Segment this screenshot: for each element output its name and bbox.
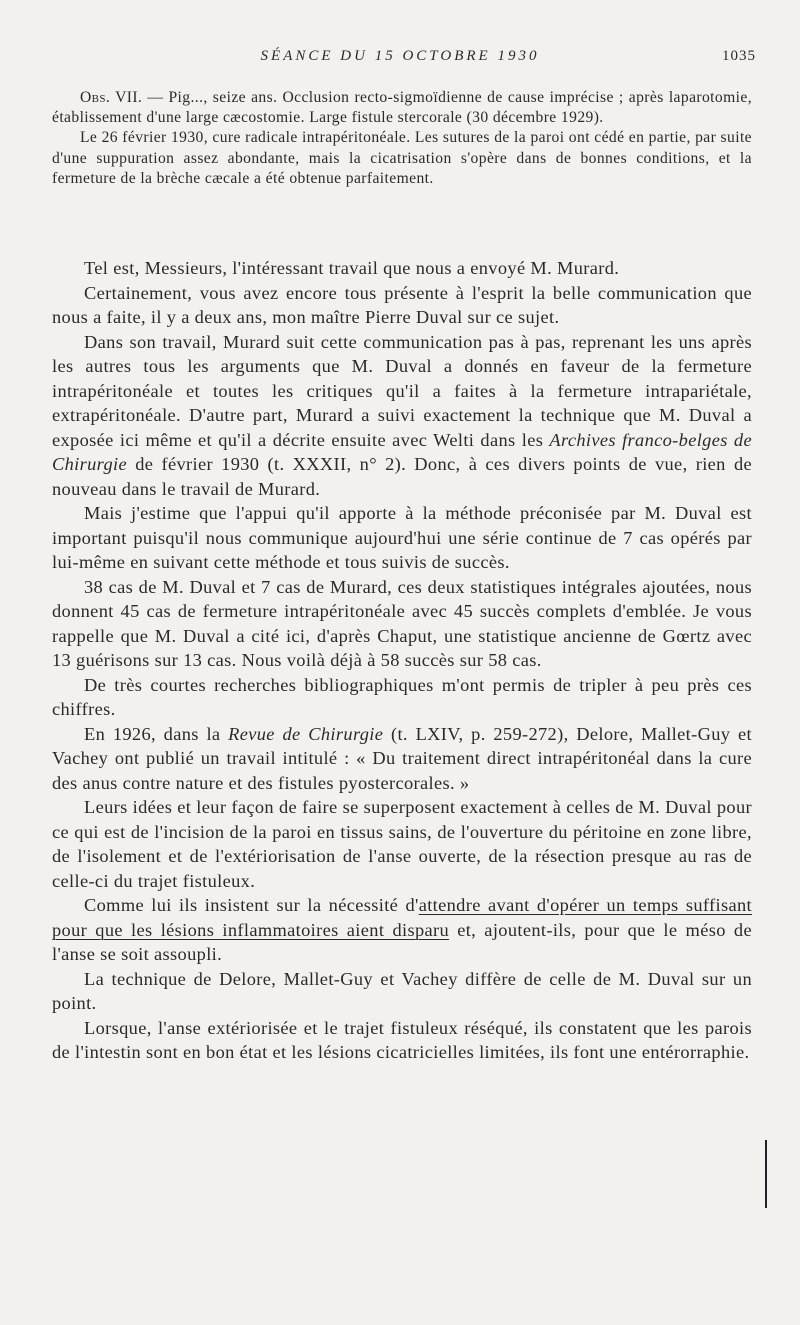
header-title: SÉANCE DU 15 OCTOBRE 1930 xyxy=(260,48,540,64)
paragraph-text: et, ajoutent-ils, pour que le méso de l'anse se soit assoupli. xyxy=(52,919,752,964)
paragraph: La technique de Delore, Mallet-Guy et Vachey diffère de celle de M. Duval sur un point. xyxy=(52,968,752,1013)
paragraph xyxy=(52,893,752,967)
margin-annotation-bracket xyxy=(759,1140,767,1208)
paragraph-text: Comme lui ils insistent sur la nécessité d' xyxy=(84,895,419,915)
paragraph: Certainement, vous avez encore tous présente à l'esprit la belle communication que nous a faite, il y a deux ans, mon maître Pierre Duval sur ce sujet. xyxy=(52,282,752,327)
underlined-passage: attendre avant d'opérer un temps suffisant pour que les lésions inflammatoires aient disparu xyxy=(52,895,752,940)
paragraph-text: En 1926, dans la xyxy=(84,723,229,744)
body-text xyxy=(52,256,752,1065)
paragraph: Tel est, Messieurs, l'intéressant travail que nous a envoyé M. Murard. xyxy=(84,258,620,278)
observation-label: Obs. VII. xyxy=(80,89,143,106)
paragraph: De très courtes recherches bibliographiques m'ont permis de tripler à peu près ces chiffres. xyxy=(52,674,752,719)
paragraph-text: (t. LXIV, p. 259-272), Delore, Mallet-Guy et Vachey ont publié un travail intitulé : « Du traitement direct intrapéritonéal dans la cure des anus contre nature et des fistules pyostercorales. » xyxy=(52,723,752,793)
observation-block xyxy=(52,88,752,189)
page-number: 1035 xyxy=(722,48,756,64)
paragraph-text: de février 1930 (t. XXXII, n° 2). Donc, à ces divers points de vue, rien de nouveau dans le travail de Murard. xyxy=(52,454,752,499)
running-header xyxy=(0,46,800,70)
paragraph: 38 cas de M. Duval et 7 cas de Murard, ces deux statistiques intégrales ajoutées, nous donnent 45 cas de fermeture intrapéritonéale avec 45 succès complets d'emblée. Je vous rappelle que M. Duval a cité ici, d'après Chaput, une statistique ancienne de Gœrtz avec 13 guérisons sur 13 cas. Nous voilà déjà à 58 succès sur 58 cas. xyxy=(52,576,752,670)
observation-text: — Pig..., seize ans. Occlusion recto-sigmoïdienne de cause imprécise ; après laparotomie, établissement d'une large cæcostomie. Large fistule stercorale (30 décembre 1929). xyxy=(52,89,752,127)
paragraph: Mais j'estime que l'appui qu'il apporte à la méthode préconisée par M. Duval est important puisqu'il nous communique aujourd'hui une série continue de 7 cas opérés par lui-même en suivant cette méthode et tous suivis de succès. xyxy=(52,503,752,572)
observation-paragraph xyxy=(52,88,752,128)
journal-title: Archives franco-belges de Chirurgie xyxy=(52,429,752,474)
paragraph xyxy=(52,722,752,796)
paragraph: Leurs idées et leur façon de faire se superposent exactement à celles de M. Duval pour ce qui est de l'incision de la paroi en tissus sains, de l'ouverture du péritoine en zone libre, de l'isolement et de l'extériorisation de l'anse ouverte, de la résection presque au ras de celle-ci du trajet fistuleux. xyxy=(52,797,752,891)
journal-title: Revue de Chirurgie xyxy=(228,723,384,744)
paragraph xyxy=(52,330,752,502)
paragraph-text: Dans son travail, Murard suit cette communication pas à pas, reprenant les uns après les autres tous les arguments que M. Duval a donnés en faveur de la fermeture intrapéritonéale et toutes les critiques qu'il a faites à la fermeture intrapariétale, extrapéritonéale. D'autre part, Murard a suivi exactement la technique que M. Duval a exposée ici même et qu'il a décrite ensuite avec Welti dans les xyxy=(52,331,752,450)
observation-paragraph: Le 26 février 1930, cure radicale intrapéritonéale. Les sutures de la paroi ont cédé en partie, par suite d'une suppuration assez abondante, mais la cicatrisation s'opère dans de bonnes conditions, et la fermeture de la brèche cæcale a été obtenue parfaitement. xyxy=(52,129,752,187)
paragraph: Lorsque, l'anse extériorisée et le trajet fistuleux réséqué, ils constatent que les parois de l'intestin sont en bon état et les lésions cicatricielles limitées, ils font une entérorraphie. xyxy=(52,1017,752,1062)
